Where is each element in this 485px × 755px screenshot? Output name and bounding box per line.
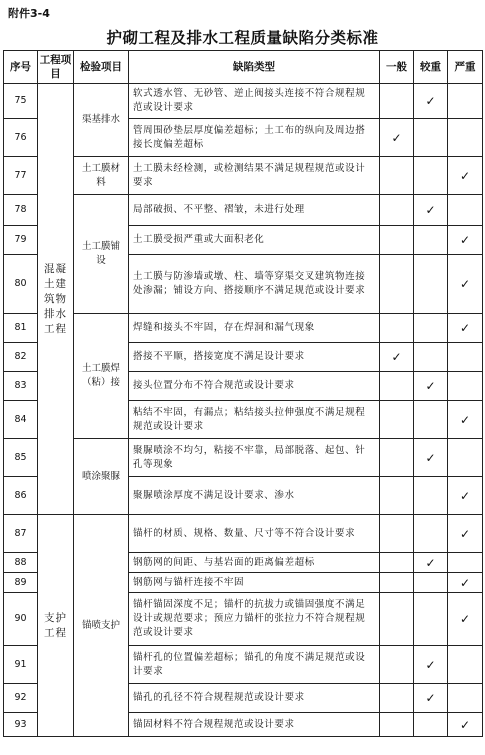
mark-moderate (414, 553, 448, 573)
check-mark-icon: ✓ (459, 277, 471, 291)
mark-moderate (414, 314, 448, 343)
check-mark-icon: ✓ (459, 488, 471, 503)
defect-description: 土工膜受损严重或大面积老化 (129, 226, 380, 255)
check-mark-icon: ✓ (425, 657, 436, 672)
header-defect-type: 缺陷类型 (129, 51, 380, 84)
mark-severe (448, 157, 483, 195)
mark-general (380, 553, 414, 573)
row-number: 82 (4, 343, 38, 372)
mark-severe (448, 195, 483, 226)
row-number: 90 (4, 593, 38, 646)
mark-general (380, 713, 414, 737)
table-row (4, 195, 483, 226)
defect-description: 土工膜与防渗墙或墩、柱、墙等穿渠交叉建筑物连接处渗漏；铺设方向、搭接顺序不满足规范或设计要求 (129, 255, 380, 314)
mark-moderate (414, 343, 448, 372)
row-number: 88 (4, 553, 38, 573)
mark-moderate (414, 684, 448, 713)
mark-severe (448, 477, 483, 515)
table-row (4, 84, 483, 119)
mark-general (380, 515, 414, 553)
check-mark-icon: ✓ (425, 203, 436, 217)
defect-description: 局部破损、不平整、褶皱，未进行处理 (129, 195, 380, 226)
project-cell (38, 515, 74, 737)
project-cell (38, 84, 74, 515)
mark-severe (448, 713, 483, 737)
check-item-cell (74, 515, 129, 737)
attachment-label: 附件3-4 (8, 7, 50, 20)
header-severe: 严重 (448, 51, 483, 84)
check-mark-icon: ✓ (425, 450, 436, 465)
mark-general (380, 84, 414, 119)
mark-general (380, 573, 414, 593)
check-mark-icon: ✓ (459, 717, 471, 732)
mark-severe (448, 593, 483, 646)
defect-description: 钢筋网的间距、与基岩面的距离偏差超标 (129, 553, 380, 573)
mark-moderate (414, 157, 448, 195)
row-number: 76 (4, 119, 38, 157)
mark-general (380, 477, 414, 515)
check-item-cell (74, 195, 129, 314)
check-mark-icon: ✓ (425, 94, 436, 108)
defect-description: 搭接不平顺，搭接宽度不满足设计要求 (129, 343, 380, 372)
mark-severe (448, 401, 483, 439)
defect-description: 钢筋网与锚杆连接不牢固 (129, 573, 380, 593)
check-mark-icon: ✓ (425, 379, 436, 393)
header-project: 工程项目 (38, 51, 74, 84)
check-mark-icon: ✓ (459, 168, 471, 183)
check-mark-icon: ✓ (459, 575, 471, 590)
check-item-label: 喷涂聚脲 (81, 470, 120, 482)
check-item-cell (74, 84, 129, 157)
mark-moderate (414, 401, 448, 439)
check-mark-icon: ✓ (391, 130, 402, 145)
row-number: 81 (4, 314, 38, 343)
defect-description: 锚孔的孔径不符合规程规范或设计要求 (129, 684, 380, 713)
mark-moderate (414, 439, 448, 477)
defect-description: 锚杆锚固深度不足；锚杆的抗拔力或锚固强度不满足设计或规范要求；预应力锚杆的张拉力不符合规程规范或设计要求 (129, 593, 380, 646)
mark-moderate (414, 573, 448, 593)
check-mark-icon: ✓ (459, 526, 471, 541)
mark-general (380, 343, 414, 372)
table-row (4, 515, 483, 553)
mark-moderate (414, 477, 448, 515)
mark-general (380, 593, 414, 646)
row-number: 84 (4, 401, 38, 439)
mark-moderate (414, 84, 448, 119)
mark-moderate (414, 372, 448, 401)
defect-description: 聚脲喷涂厚度不满足设计要求、渗水 (129, 477, 380, 515)
row-number: 75 (4, 84, 38, 119)
row-number: 83 (4, 372, 38, 401)
check-item-label: 土工膜材料 (81, 162, 120, 188)
check-mark-icon: ✓ (425, 555, 436, 570)
mark-severe (448, 255, 483, 314)
project-label: 支护工程 (44, 611, 67, 639)
table-header-row (4, 51, 483, 84)
check-mark-icon: ✓ (459, 321, 471, 335)
table-row (4, 314, 483, 343)
mark-moderate (414, 119, 448, 157)
mark-general (380, 119, 414, 157)
mark-severe (448, 646, 483, 684)
mark-general (380, 684, 414, 713)
row-number: 79 (4, 226, 38, 255)
mark-severe (448, 343, 483, 372)
check-item-label: 土工膜铺设 (81, 241, 120, 266)
mark-general (380, 646, 414, 684)
mark-general (380, 401, 414, 439)
header-no: 序号 (4, 51, 38, 84)
check-mark-icon: ✓ (459, 612, 471, 626)
table-row (4, 157, 483, 195)
check-item-label: 锚喷支护 (81, 619, 120, 631)
row-number: 92 (4, 684, 38, 713)
check-mark-icon: ✓ (391, 350, 402, 364)
document-title: 护砌工程及排水工程质量缺陷分类标准 (106, 29, 379, 47)
defect-description: 聚脲喷涂不均匀，粘接不牢靠，局部脱落、起包、针孔等现象 (129, 439, 380, 477)
mark-general (380, 372, 414, 401)
mark-severe (448, 684, 483, 713)
row-number: 93 (4, 713, 38, 737)
mark-moderate (414, 195, 448, 226)
mark-severe (448, 119, 483, 157)
check-item-cell (74, 314, 129, 439)
mark-general (380, 226, 414, 255)
row-number: 77 (4, 157, 38, 195)
mark-severe (448, 439, 483, 477)
row-number: 87 (4, 515, 38, 553)
row-number: 91 (4, 646, 38, 684)
row-number: 80 (4, 255, 38, 314)
check-mark-icon: ✓ (425, 691, 436, 705)
row-number: 89 (4, 573, 38, 593)
project-label: 混凝土建筑物排水工程 (44, 262, 67, 335)
defect-classification-table (3, 50, 483, 737)
mark-general (380, 195, 414, 226)
header-moderate: 较重 (414, 51, 448, 84)
defect-description: 接头位置分布不符合规范或设计要求 (129, 372, 380, 401)
check-mark-icon: ✓ (459, 412, 471, 427)
check-item-label: 土工膜焊（粘）接 (81, 363, 120, 388)
check-mark-icon: ✓ (459, 233, 471, 247)
mark-moderate (414, 255, 448, 314)
mark-severe (448, 314, 483, 343)
defect-description: 软式透水管、无砂管、逆止阀接头连接不符合规程规范或设计要求 (129, 84, 380, 119)
mark-general (380, 314, 414, 343)
mark-general (380, 439, 414, 477)
table-row (4, 439, 483, 477)
defect-description: 粘结不牢固，有漏点；粘结接头拉伸强度不满足规程规范或设计要求 (129, 401, 380, 439)
check-item-cell (74, 439, 129, 515)
row-number: 86 (4, 477, 38, 515)
mark-moderate (414, 713, 448, 737)
mark-moderate (414, 593, 448, 646)
mark-moderate (414, 515, 448, 553)
header-general: 一般 (380, 51, 414, 84)
check-item-cell (74, 157, 129, 195)
mark-moderate (414, 646, 448, 684)
mark-general (380, 157, 414, 195)
row-number: 85 (4, 439, 38, 477)
mark-general (380, 255, 414, 314)
check-item-label: 渠基排水 (81, 114, 120, 125)
defect-description: 管周围砂垫层厚度偏差超标；土工布的纵向及周边搭接长度偏差超标 (129, 119, 380, 157)
mark-severe (448, 553, 483, 573)
mark-severe (448, 515, 483, 553)
mark-severe (448, 573, 483, 593)
defect-description: 锚杆孔的位置偏差超标；锚孔的角度不满足规范或设计要求 (129, 646, 380, 684)
defect-description: 焊缝和接头不牢固，存在焊洞和漏气现象 (129, 314, 380, 343)
defect-description: 土工膜未经检测，或检测结果不满足规程规范或设计要求 (129, 157, 380, 195)
mark-severe (448, 84, 483, 119)
row-number: 78 (4, 195, 38, 226)
mark-moderate (414, 226, 448, 255)
header-check-item: 检验项目 (74, 51, 129, 84)
mark-severe (448, 372, 483, 401)
defect-description: 锚固材料不符合规程规范或设计要求 (129, 713, 380, 737)
mark-severe (448, 226, 483, 255)
defect-description: 锚杆的材质、规格、数量、尺寸等不符合设计要求 (129, 515, 380, 553)
